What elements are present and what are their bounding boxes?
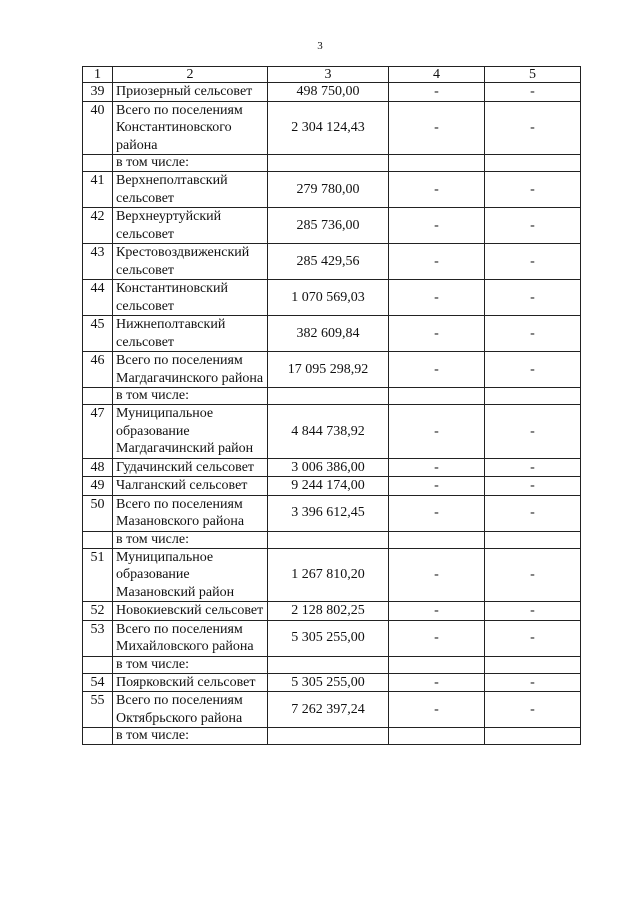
row-number <box>83 155 113 172</box>
table-row <box>83 101 581 155</box>
row-amount: 9 244 174,00 <box>268 477 389 496</box>
row-name: Всего по поселениям Магдагачинского района <box>113 352 268 388</box>
row-amount: 3 006 386,00 <box>268 458 389 477</box>
row-col4: - <box>389 620 485 656</box>
row-number: 39 <box>83 83 113 102</box>
table-row <box>83 352 581 388</box>
row-number <box>83 656 113 673</box>
row-name: Всего по поселениям Мазановского района <box>113 495 268 531</box>
row-col5: - <box>485 673 581 692</box>
row-amount: 5 305 255,00 <box>268 673 389 692</box>
row-col4: - <box>389 208 485 244</box>
row-col4: - <box>389 83 485 102</box>
row-name: Приозерный сельсовет <box>113 83 268 102</box>
table-row <box>83 172 581 208</box>
row-number: 55 <box>83 692 113 728</box>
row-name: в том числе: <box>113 531 268 548</box>
row-col4 <box>389 155 485 172</box>
row-name: Всего по поселениям Михайловского района <box>113 620 268 656</box>
row-col5: - <box>485 280 581 316</box>
row-name: Поярковский сельсовет <box>113 673 268 692</box>
row-amount <box>268 388 389 405</box>
table-row <box>83 83 581 102</box>
row-number: 42 <box>83 208 113 244</box>
row-col5: - <box>485 692 581 728</box>
row-col4: - <box>389 244 485 280</box>
table-row <box>83 602 581 621</box>
row-amount: 4 844 738,92 <box>268 405 389 459</box>
row-col5: - <box>485 458 581 477</box>
row-col5 <box>485 155 581 172</box>
row-name: Чалганский сельсовет <box>113 477 268 496</box>
row-number: 44 <box>83 280 113 316</box>
column-header: 1 <box>83 67 113 83</box>
row-name: в том числе: <box>113 656 268 673</box>
row-col4: - <box>389 477 485 496</box>
row-col5: - <box>485 405 581 459</box>
row-name: Всего по поселениям Константиновского района <box>113 101 268 155</box>
table-body <box>83 83 581 745</box>
row-number <box>83 531 113 548</box>
row-col4: - <box>389 316 485 352</box>
table-row <box>83 495 581 531</box>
table-row <box>83 692 581 728</box>
row-number: 45 <box>83 316 113 352</box>
table-subheader-row <box>83 656 581 673</box>
row-number: 41 <box>83 172 113 208</box>
row-col4 <box>389 728 485 745</box>
row-amount: 2 128 802,25 <box>268 602 389 621</box>
row-col5: - <box>485 352 581 388</box>
row-col5: - <box>485 172 581 208</box>
row-number: 49 <box>83 477 113 496</box>
row-name: Верхнеуртуйский сельсовет <box>113 208 268 244</box>
table-row <box>83 405 581 459</box>
table-row <box>83 458 581 477</box>
row-name: в том числе: <box>113 388 268 405</box>
row-col5 <box>485 656 581 673</box>
budget-table <box>82 66 581 745</box>
row-name: Крестовоздвиженский сельсовет <box>113 244 268 280</box>
row-number <box>83 728 113 745</box>
row-number: 54 <box>83 673 113 692</box>
row-number: 51 <box>83 548 113 602</box>
row-amount: 279 780,00 <box>268 172 389 208</box>
row-amount <box>268 155 389 172</box>
row-name: в том числе: <box>113 155 268 172</box>
row-col5: - <box>485 548 581 602</box>
row-amount: 5 305 255,00 <box>268 620 389 656</box>
row-number: 40 <box>83 101 113 155</box>
table-row <box>83 477 581 496</box>
column-header: 2 <box>113 67 268 83</box>
row-col4: - <box>389 352 485 388</box>
row-name: Новокиевский сельсовет <box>113 602 268 621</box>
table-row <box>83 280 581 316</box>
table-row <box>83 316 581 352</box>
row-col5: - <box>485 316 581 352</box>
row-amount: 285 429,56 <box>268 244 389 280</box>
row-col5: - <box>485 101 581 155</box>
row-amount: 2 304 124,43 <box>268 101 389 155</box>
column-header: 4 <box>389 67 485 83</box>
row-col4: - <box>389 405 485 459</box>
row-amount: 1 070 569,03 <box>268 280 389 316</box>
row-col4: - <box>389 692 485 728</box>
row-amount <box>268 656 389 673</box>
row-col4: - <box>389 673 485 692</box>
row-col5: - <box>485 244 581 280</box>
row-col4: - <box>389 602 485 621</box>
column-header: 5 <box>485 67 581 83</box>
table-row <box>83 244 581 280</box>
row-col4: - <box>389 548 485 602</box>
row-col4: - <box>389 495 485 531</box>
table-subheader-row <box>83 155 581 172</box>
row-name: Нижнеполтавский сельсовет <box>113 316 268 352</box>
row-col5: - <box>485 477 581 496</box>
table-subheader-row <box>83 531 581 548</box>
row-number: 46 <box>83 352 113 388</box>
row-amount: 498 750,00 <box>268 83 389 102</box>
row-name: Муниципальное образование Магдагачинский район <box>113 405 268 459</box>
row-number: 48 <box>83 458 113 477</box>
table-subheader-row <box>83 728 581 745</box>
row-col5: - <box>485 602 581 621</box>
table-header-row <box>83 67 581 83</box>
page-number: 3 <box>317 40 323 52</box>
row-col5: - <box>485 495 581 531</box>
row-number: 43 <box>83 244 113 280</box>
row-col4: - <box>389 172 485 208</box>
row-col4 <box>389 531 485 548</box>
row-amount <box>268 531 389 548</box>
row-amount: 382 609,84 <box>268 316 389 352</box>
row-col5: - <box>485 83 581 102</box>
row-col4 <box>389 388 485 405</box>
row-col5: - <box>485 208 581 244</box>
row-col4: - <box>389 280 485 316</box>
row-col5 <box>485 388 581 405</box>
row-number: 52 <box>83 602 113 621</box>
column-header: 3 <box>268 67 389 83</box>
row-col5 <box>485 728 581 745</box>
row-col5 <box>485 531 581 548</box>
table-row <box>83 620 581 656</box>
row-amount: 7 262 397,24 <box>268 692 389 728</box>
row-amount: 1 267 810,20 <box>268 548 389 602</box>
row-amount: 3 396 612,45 <box>268 495 389 531</box>
table-subheader-row <box>83 388 581 405</box>
row-col4 <box>389 656 485 673</box>
row-name: Константиновский сельсовет <box>113 280 268 316</box>
row-name: Всего по поселениям Октябрьского района <box>113 692 268 728</box>
row-amount <box>268 728 389 745</box>
row-number: 47 <box>83 405 113 459</box>
row-number <box>83 388 113 405</box>
row-name: Верхнеполтавский сельсовет <box>113 172 268 208</box>
row-amount: 285 736,00 <box>268 208 389 244</box>
row-amount: 17 095 298,92 <box>268 352 389 388</box>
row-col5: - <box>485 620 581 656</box>
row-col4: - <box>389 458 485 477</box>
table-row <box>83 208 581 244</box>
row-name: Гудачинский сельсовет <box>113 458 268 477</box>
row-name: Муниципальное образование Мазановский район <box>113 548 268 602</box>
row-number: 53 <box>83 620 113 656</box>
row-name: в том числе: <box>113 728 268 745</box>
row-number: 50 <box>83 495 113 531</box>
table-row <box>83 673 581 692</box>
row-col4: - <box>389 101 485 155</box>
table-row <box>83 548 581 602</box>
